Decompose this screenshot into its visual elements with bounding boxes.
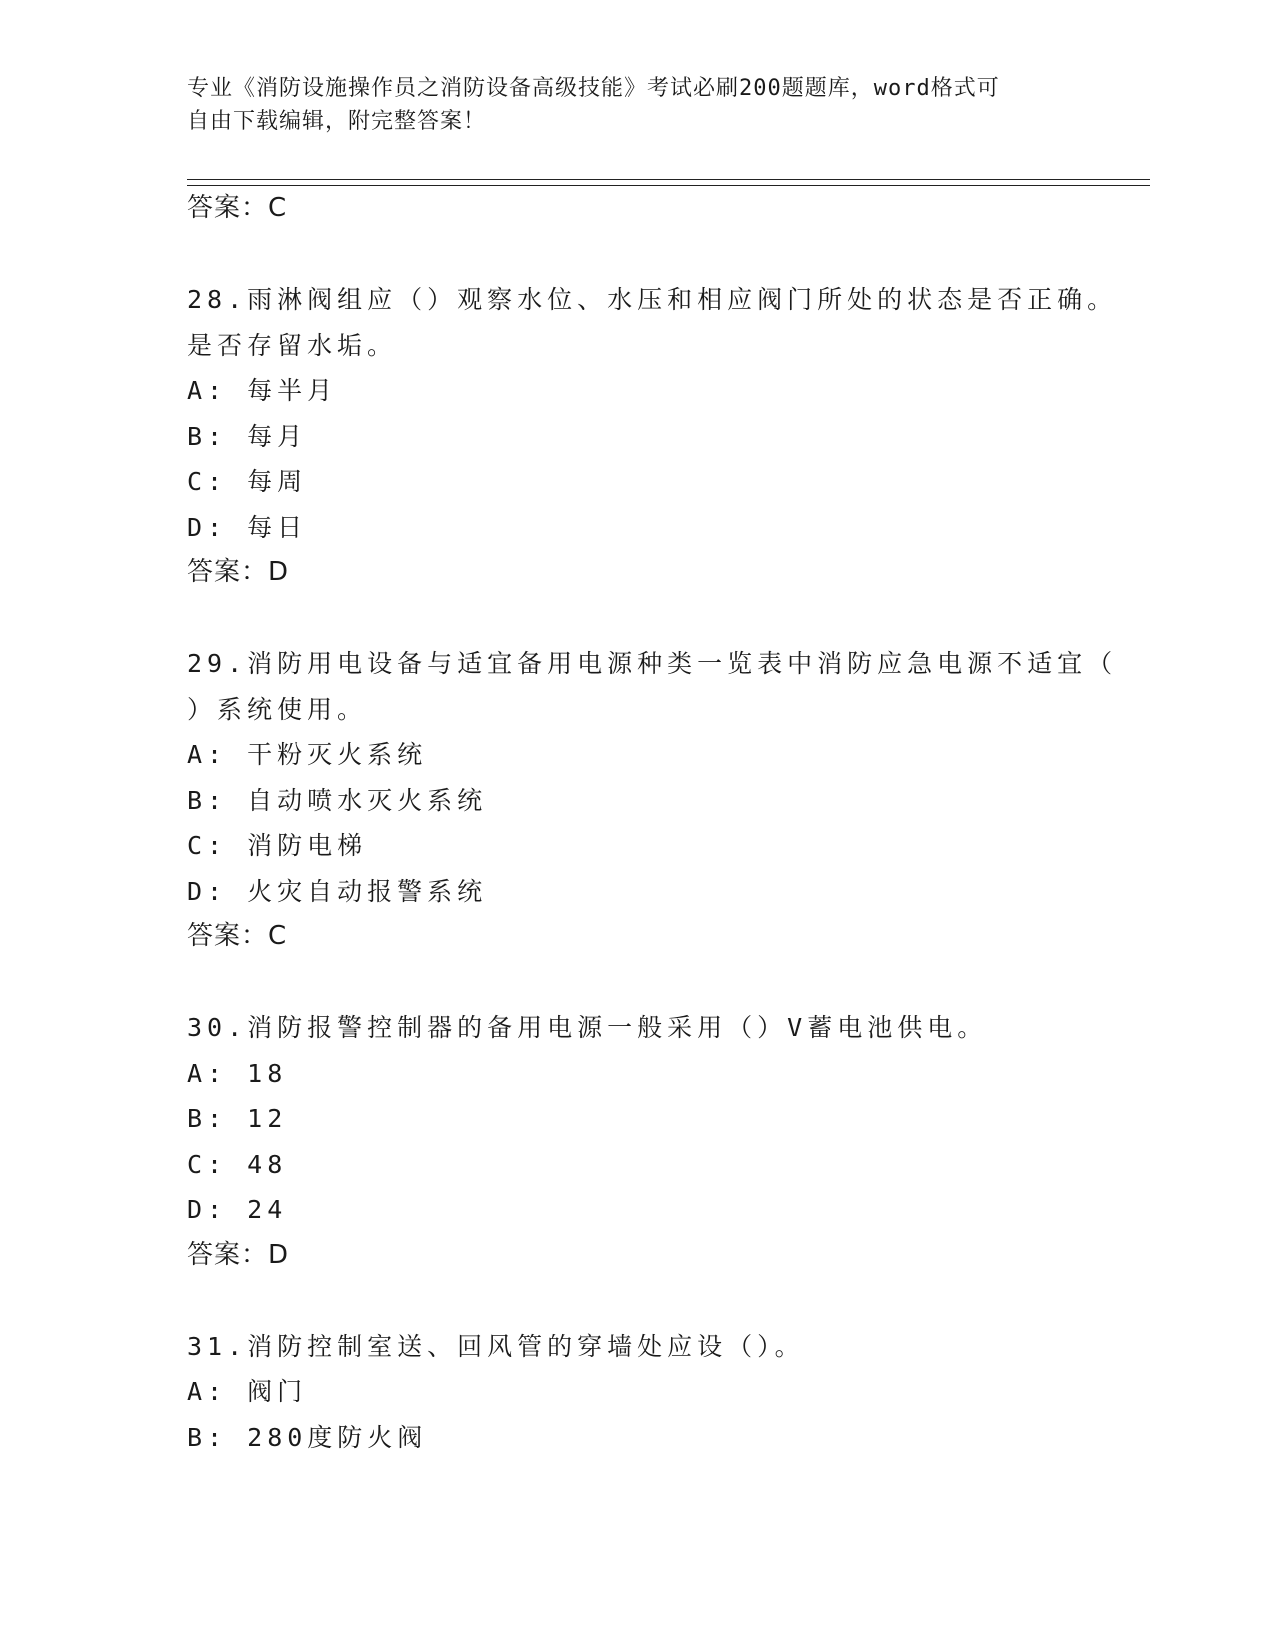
question-28 xyxy=(187,277,1118,596)
option-c: C: 48 xyxy=(187,1149,288,1179)
question-stem: 是否存留水垢。 xyxy=(187,330,398,360)
answer: 答案：D xyxy=(187,557,290,587)
header-divider-top xyxy=(187,179,1150,180)
question-stem: 30.消防报警控制器的备用电源一般采用（）V蓄电池供电。 xyxy=(187,1013,988,1042)
spacer xyxy=(187,960,1087,1006)
option-b: B: 280度防火阀 xyxy=(187,1422,428,1452)
option-c: C: 每周 xyxy=(187,467,308,496)
option-b: B: 每月 xyxy=(187,421,308,451)
option-b: B: 自动喷水灭火系统 xyxy=(187,785,488,815)
question-stem: ）系统使用。 xyxy=(187,694,368,724)
option-b: B: 12 xyxy=(187,1104,288,1133)
answer: 答案：C xyxy=(187,921,288,951)
previous-answer: 答案：C xyxy=(187,193,288,223)
option-c: C: 消防电梯 xyxy=(187,831,368,860)
option-d: D: 每日 xyxy=(187,512,308,542)
question-stem: 29.消防用电设备与适宜备用电源种类一览表中消防应急电源不适宜（ xyxy=(187,649,1118,678)
header-line-1: 专业《消防设施操作员之消防设备高级技能》考试必刷200题题库，word格式可 xyxy=(187,76,1000,101)
question-29 xyxy=(187,641,1118,960)
question-stem: 31.消防控制室送、回风管的穿墙处应设（）。 xyxy=(187,1331,805,1361)
answer: 答案：D xyxy=(187,1239,290,1270)
option-d: D: 火灾自动报警系统 xyxy=(187,876,488,906)
option-a: A: 干粉灭火系统 xyxy=(187,740,428,769)
question-30 xyxy=(187,1005,1087,1278)
spacer xyxy=(187,1278,1087,1324)
question-stem: 28.雨淋阀组应（）观察水位、水压和相应阀门所处的状态是否正确。 xyxy=(187,285,1118,314)
question-31 xyxy=(187,1324,1087,1461)
spacer xyxy=(187,232,1087,278)
option-a: A: 阀门 xyxy=(187,1377,308,1406)
option-a: A: 18 xyxy=(187,1058,288,1088)
page-content xyxy=(187,186,1118,1460)
page-header xyxy=(187,72,1087,138)
header-line-2: 自由下载编辑，附完整答案！ xyxy=(187,109,487,134)
option-d: D: 24 xyxy=(187,1195,288,1224)
spacer xyxy=(187,596,1087,642)
option-a: A: 每半月 xyxy=(187,376,338,405)
